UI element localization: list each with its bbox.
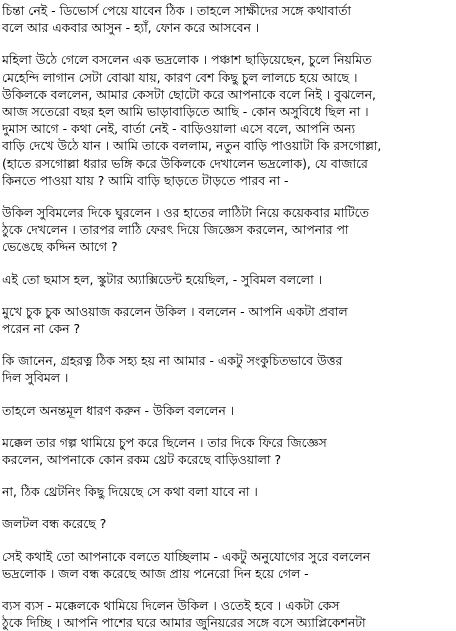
paragraph xyxy=(2,204,454,256)
text-line: জলটল বন্ধ করেছে ? xyxy=(2,516,107,532)
text-line: উকিল সুবিমলের দিকে ঘুরলেন । ওর হাতের লাঠিটা নিয়ে কয়েকবার মাটিতে xyxy=(2,205,369,221)
paragraph xyxy=(2,548,454,582)
document-page xyxy=(2,2,454,631)
paragraph xyxy=(2,434,454,468)
text-line: ঠুকে দিচ্ছি । আপনি পাশের ঘরে আমার জুনিয়রের সঙ্গে বসে অ্যাপ্লিকেশনটা xyxy=(2,615,366,631)
text-line: ঠুকে দেখলেন । তারপর লাঠি ফেরৎ দিয়ে জিজ্ঞেস করলেন, আপনার পা xyxy=(2,222,349,238)
text-line: ভেঙেছে কদ্দিন আগে ? xyxy=(2,239,118,255)
paragraph xyxy=(2,515,454,532)
text-line: আজ সতেরো বছর হল আমি ভাড়াবাড়িতে আছি - কোন অসুবিধে ছিল না । xyxy=(2,104,369,120)
paragraph xyxy=(2,597,454,631)
paragraph xyxy=(2,303,454,337)
text-line: (হাতে রসগোল্লা ধরার ভঙ্গি করে উকিলকে দেখালেন ভদ্রলোক), যে বাজারে xyxy=(2,155,368,171)
text-line: চিন্তা নেই - ডিভোর্স পেয়ে যাবেন ঠিক । তাহলে সাক্ষীদের সঙ্গে কথাবার্তা xyxy=(2,3,351,18)
text-line: করলেন, আপনাকে কোন রকম থ্রেট করেছে বাড়িওয়ালা ? xyxy=(2,452,282,468)
paragraph xyxy=(2,352,454,386)
text-line: সেই কথাই তো আপনাকে বলতে যাচ্ছিলাম - একটু অনুযোগের সুরে বললেন xyxy=(2,548,371,564)
text-line: এই তো ছমাস হল, স্কুটার অ্যাক্সিডেন্ট হয়েছিল, - সুবিমল বললো । xyxy=(2,271,323,287)
text-line: না, ঠিক থ্রেটনিং কিছু দিয়েছে সে কথা বলা যাবে না । xyxy=(2,484,258,500)
text-line: মুখে চুক চুক আওয়াজ করলেন উকিল । বললেন - আপনি একটা প্রবাল xyxy=(2,303,348,319)
text-line: কি জানেন, গ্রহরত্ন ঠিক সহ্য হয় না আমার - একটু সংকুচিতভাবে উত্তর xyxy=(2,353,343,369)
paragraph xyxy=(2,402,454,419)
paragraph xyxy=(2,2,454,36)
text-line: বলে আর একবার আসুন - হ্যাঁ, ফোন করে আসবেন । xyxy=(2,20,260,36)
text-line: দুমাস আগে - কথা নেই, বার্তা নেই - বাড়িওয়ালা এসে বলে, আপনি অন্য xyxy=(2,121,356,137)
text-line: বাড়ি দেখে উঠে যান । আমি তাকে বললাম, নতুন বাড়ি পাওয়াটা কি রসগোল্লা, xyxy=(2,138,382,154)
text-line: মেহেন্দি লাগান সেটা বোঝা যায়, কারণ বেশ কিছু চুল লালচে হয়ে আছে । xyxy=(2,69,358,85)
text-line: পরেন না কেন ? xyxy=(2,321,81,337)
text-line: মহিলা উঠে গেলে বসলেন এক ভদ্রলোক । পঞ্চাশ ছাড়িয়েছেন, চুলে নিয়মিত xyxy=(2,52,372,68)
paragraph xyxy=(2,51,454,189)
paragraph xyxy=(2,271,454,288)
text-line: তাহলে অনন্তমূল ধারণ করুন - উকিল বললেন । xyxy=(2,402,235,418)
paragraph xyxy=(2,483,454,500)
text-line: মক্কেল তার গল্প থামিয়ে চুপ করে ছিলেন । তার দিকে ফিরে জিজ্ঞেস xyxy=(2,434,327,450)
text-line: ভদ্রলোক । জল বন্ধ করেছে আজ প্রায় পনেরো দিন হয়ে গেল - xyxy=(2,565,309,581)
text-line: দিল সুবিমল । xyxy=(2,370,69,386)
text-line: ব্যস ব্যস - মক্কেলকে থামিয়ে দিলেন উকিল । ওতেই হবে । একটা কেস xyxy=(2,598,340,614)
text-line: উকিলকে বললেন, আমার কেসটা ছোটো করে আপনাকে বলে নিই । বুঝলেন, xyxy=(2,86,376,102)
text-line: কিনতে পাওয়া যায় ? আমি বাড়ি ছাড়তে টাড়তে পারব না - xyxy=(2,172,289,188)
